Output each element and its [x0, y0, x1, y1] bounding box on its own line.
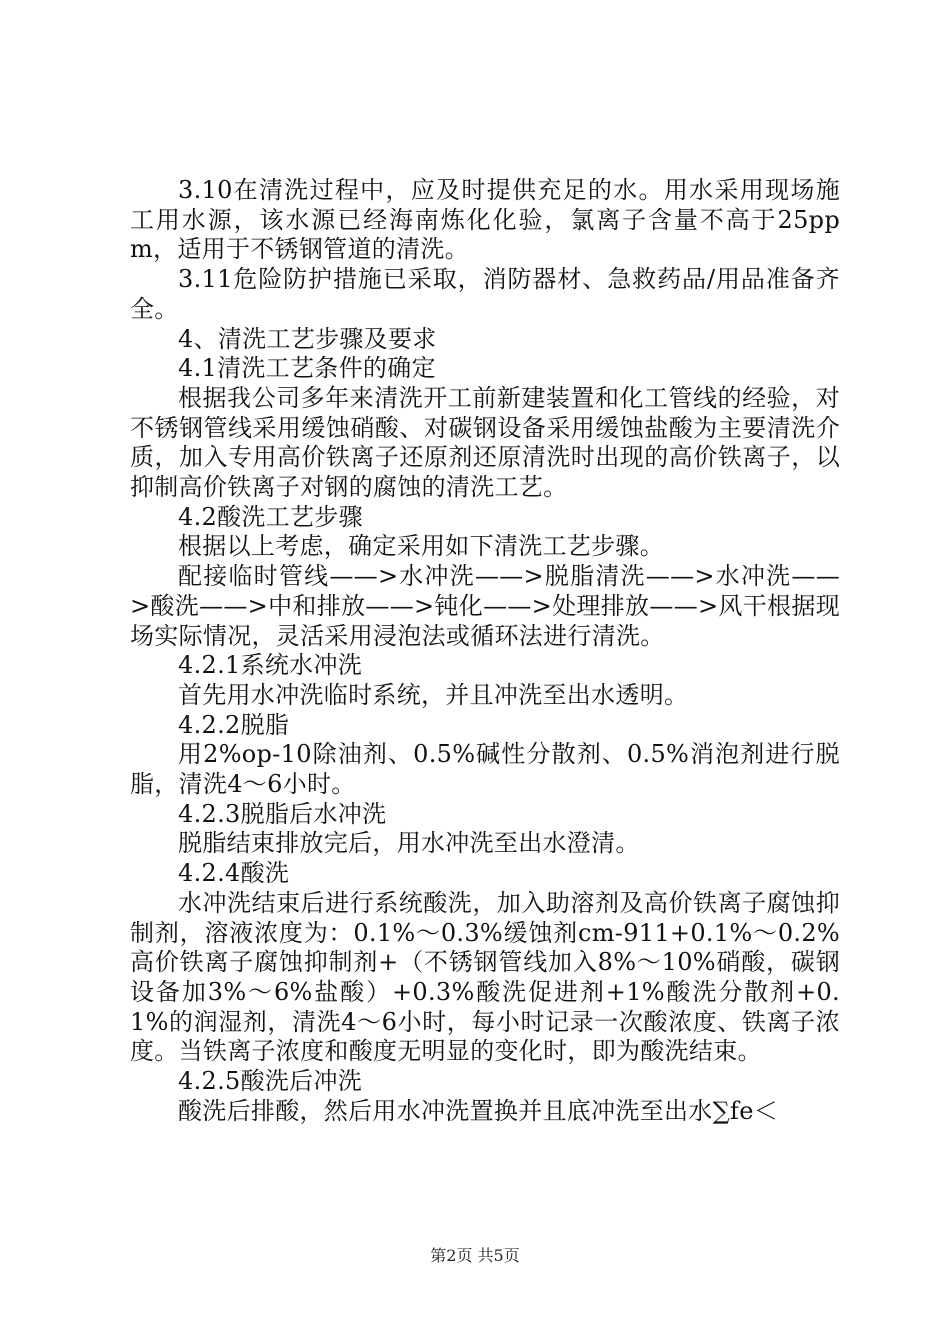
section-heading-4: 4、清洗工艺步骤及要求: [178, 324, 437, 353]
subheading-4-2-5: 4.2.5酸洗后冲洗: [178, 1067, 363, 1096]
paragraph-process-flow: 配接临时管线——>水冲洗——>脱脂清洗——>水冲洗——>酸洗——>中和排放——>钝化——>处理排放——>风干根据现场实际情况，灵活采用浸泡法或循环法进行清洗。: [130, 562, 840, 650]
subheading-4-1: 4.1清洗工艺条件的确定: [178, 354, 436, 383]
page-number: 第2页 共5页: [430, 1246, 520, 1265]
paragraph-4-2-1-body: 首先用水冲洗临时系统，并且冲洗至出水透明。: [178, 680, 689, 709]
subheading-4-2-4: 4.2.4酸洗: [178, 859, 290, 888]
subheading-4-2-1: 4.2.1系统水冲洗: [178, 651, 363, 680]
document-body: [130, 176, 840, 1127]
subheading-4-2: 4.2酸洗工艺步骤: [178, 502, 363, 531]
paragraph-3-11: 3.11危险防护措施已采取，消防器材、急救药品/用品准备齐全。: [130, 265, 840, 323]
paragraph-4-2-2-body: 用2%op-10除油剂、0.5%碱性分散剂、0.5%消泡剂进行脱脂，清洗4～6小时。: [130, 740, 840, 799]
paragraph-4-2-intro: 根据以上考虑，确定采用如下清洗工艺步骤。: [178, 532, 664, 561]
page-footer: [0, 1243, 950, 1266]
subheading-4-2-2: 4.2.2脱脂: [178, 710, 290, 739]
subheading-4-2-3: 4.2.3脱脂后水冲洗: [178, 799, 387, 828]
paragraph-3-10: 3.10在清洗过程中，应及时提供充足的水。用水采用现场施工用水源，该水源已经海南炼化化验，氯离子含量不高于25ppm，适用于不锈钢管道的清洗。: [130, 176, 840, 264]
paragraph-4-2-5-body: 酸洗后排酸，然后用水冲洗置换并且底冲洗至出水∑fe＜: [178, 1096, 779, 1125]
paragraph-4-2-4-body: 水冲洗结束后进行系统酸洗，加入助溶剂及高价铁离子腐蚀抑制剂，溶液浓度为：0.1%～0.3%缓蚀剂cm-911+0.1%～0.2%高价铁离子腐蚀抑制剂+（不锈钢管线加入8%～10%硝酸，碳钢设备加3%～6%盐酸）+0.3%酸洗促进剂+1%酸洗分散剂+0.1%的润湿剂，清洗4～6小时，每小时记录一次酸浓度、铁离子浓度。当铁离子浓度和酸度无明显的变化时，即为酸洗结束。: [130, 888, 840, 1066]
paragraph-4-2-3-body: 脱脂结束排放完后，用水冲洗至出水澄清。: [178, 829, 640, 858]
paragraph-4-1-body: 根据我公司多年来清洗开工前新建装置和化工管线的经验，对不锈钢管线采用缓蚀硝酸、对碳钢设备采用缓蚀盐酸为主要清洗介质，加入专用高价铁离子还原剂还原清洗时出现的高价铁离子，以抑制高价铁离子对钢的腐蚀的清洗工艺。: [130, 383, 840, 502]
